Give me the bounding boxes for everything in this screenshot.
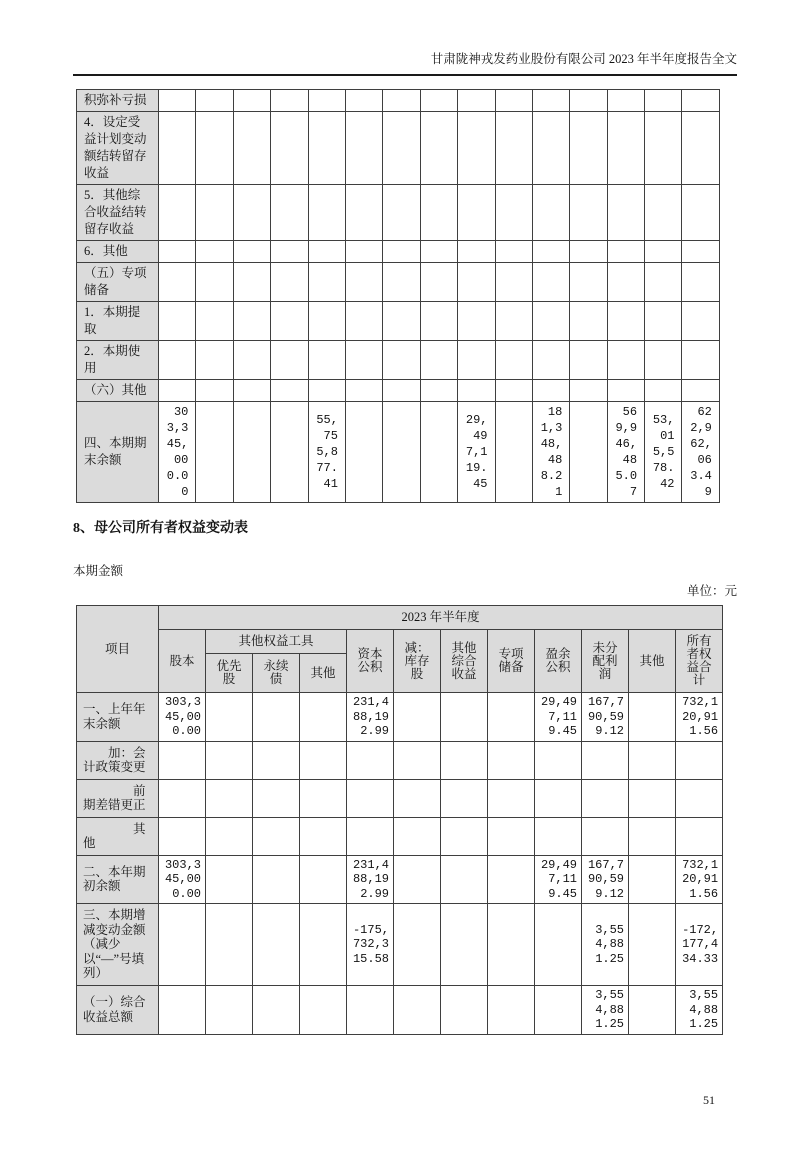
header-share-capital: 股本	[159, 630, 206, 693]
value-cell	[308, 90, 345, 112]
row-label: 四、本期期末余额	[77, 402, 159, 503]
value-cell	[253, 904, 300, 986]
value-cell	[345, 263, 382, 302]
value-cell	[394, 741, 441, 779]
value-cell	[607, 302, 644, 341]
value-cell	[488, 855, 535, 904]
value-cell	[488, 779, 535, 817]
header-total-owners-equity: 所有者权益合计	[676, 630, 723, 693]
value-cell: 569,946,485.07	[607, 402, 644, 503]
value-cell: 303,345,000.00	[159, 855, 206, 904]
table-row	[77, 90, 720, 112]
value-cell	[676, 817, 723, 855]
value-cell	[441, 904, 488, 986]
value-cell	[345, 380, 382, 402]
value-cell	[582, 779, 629, 817]
value-cell	[383, 341, 420, 380]
table-row	[77, 402, 720, 503]
value-cell: 303,345,000.00	[159, 693, 206, 742]
value-cell	[206, 779, 253, 817]
value-cell	[607, 263, 644, 302]
table-row	[77, 380, 720, 402]
row-label: 其他	[77, 817, 159, 855]
value-cell	[420, 380, 457, 402]
parent-company-equity-table	[76, 605, 723, 1035]
table-row	[77, 185, 720, 241]
value-cell	[682, 302, 719, 341]
unit-label: 单位：元	[686, 584, 737, 598]
row-label: （六）其他	[77, 380, 159, 402]
value-cell	[629, 779, 676, 817]
value-cell	[271, 185, 308, 241]
value-cell	[159, 986, 206, 1035]
value-cell	[458, 90, 495, 112]
value-cell: 3,554,881.25	[582, 986, 629, 1035]
value-cell	[458, 341, 495, 380]
value-cell	[196, 302, 233, 341]
value-cell	[570, 112, 607, 185]
row-label: 1．本期提取	[77, 302, 159, 341]
value-cell	[300, 855, 347, 904]
value-cell	[196, 341, 233, 380]
value-cell	[535, 904, 582, 986]
value-cell	[607, 112, 644, 185]
value-cell	[488, 904, 535, 986]
value-cell	[271, 402, 308, 503]
value-cell	[532, 302, 569, 341]
value-cell: 732,120,911.56	[676, 855, 723, 904]
value-cell	[383, 185, 420, 241]
value-cell	[206, 986, 253, 1035]
row-label: 5．其他综合收益结转留存收益	[77, 185, 159, 241]
value-cell	[233, 112, 270, 185]
value-cell	[535, 741, 582, 779]
value-cell	[682, 263, 719, 302]
value-cell	[271, 112, 308, 185]
value-cell	[383, 380, 420, 402]
value-cell	[159, 779, 206, 817]
value-cell	[159, 341, 196, 380]
value-cell	[233, 185, 270, 241]
value-cell	[488, 693, 535, 742]
value-cell	[495, 402, 532, 503]
header-other-comprehensive-income: 其他综合收益	[441, 630, 488, 693]
value-cell	[206, 817, 253, 855]
value-cell	[607, 185, 644, 241]
page-number: 51	[703, 1093, 715, 1107]
value-cell	[233, 90, 270, 112]
row-label: 加：会计政策变更	[77, 741, 159, 779]
row-label: 前期差错更正	[77, 779, 159, 817]
value-cell	[347, 986, 394, 1035]
value-cell	[300, 693, 347, 742]
table-row	[77, 341, 720, 380]
value-cell	[394, 986, 441, 1035]
table-row	[77, 263, 720, 302]
value-cell	[196, 90, 233, 112]
value-cell	[532, 241, 569, 263]
value-cell	[682, 341, 719, 380]
value-cell	[570, 380, 607, 402]
value-cell	[308, 380, 345, 402]
value-cell	[383, 402, 420, 503]
value-cell	[159, 263, 196, 302]
value-cell	[159, 90, 196, 112]
value-cell	[300, 904, 347, 986]
value-cell	[271, 341, 308, 380]
value-cell	[645, 90, 682, 112]
value-cell	[345, 402, 382, 503]
value-cell: 231,488,192.99	[347, 693, 394, 742]
value-cell	[495, 112, 532, 185]
value-cell: 55,755,877.41	[308, 402, 345, 503]
header-special-reserve: 专项储备	[488, 630, 535, 693]
value-cell	[420, 90, 457, 112]
value-cell	[441, 817, 488, 855]
table-row	[77, 241, 720, 263]
value-cell	[607, 341, 644, 380]
row-label: 二、本年期初余额	[77, 855, 159, 904]
table-row	[77, 855, 723, 904]
table-row	[77, 693, 723, 742]
value-cell	[535, 817, 582, 855]
value-cell	[645, 302, 682, 341]
value-cell	[488, 817, 535, 855]
value-cell	[196, 185, 233, 241]
header-period: 2023 年半年度	[159, 606, 723, 630]
value-cell	[345, 341, 382, 380]
table-row	[77, 112, 720, 185]
consolidated-equity-table-continued	[76, 89, 720, 503]
value-cell	[495, 241, 532, 263]
value-cell	[196, 263, 233, 302]
value-cell	[532, 90, 569, 112]
value-cell	[394, 779, 441, 817]
value-cell	[308, 263, 345, 302]
value-cell	[488, 741, 535, 779]
value-cell	[441, 741, 488, 779]
value-cell	[570, 302, 607, 341]
value-cell	[300, 986, 347, 1035]
value-cell	[420, 112, 457, 185]
value-cell	[253, 741, 300, 779]
value-cell	[394, 855, 441, 904]
value-cell	[535, 986, 582, 1035]
table-row	[77, 302, 720, 341]
value-cell	[458, 241, 495, 263]
value-cell	[495, 380, 532, 402]
value-cell	[253, 817, 300, 855]
value-cell	[383, 241, 420, 263]
value-cell	[300, 779, 347, 817]
row-label: 4．设定受益计划变动额结转留存收益	[77, 112, 159, 185]
value-cell	[308, 302, 345, 341]
value-cell	[308, 341, 345, 380]
value-cell: -172,177,434.33	[676, 904, 723, 986]
value-cell	[206, 741, 253, 779]
value-cell	[645, 380, 682, 402]
value-cell	[420, 241, 457, 263]
row-label: 积弥补亏损	[77, 90, 159, 112]
value-cell	[196, 112, 233, 185]
header-preferred-shares: 优先股	[206, 654, 253, 693]
value-cell: 53,015,578.42	[645, 402, 682, 503]
value-cell	[345, 241, 382, 263]
value-cell: 29,497,119.45	[535, 855, 582, 904]
value-cell	[532, 263, 569, 302]
report-page	[0, 52, 793, 1174]
header-less-treasury-shares: 减：库存股	[394, 630, 441, 693]
value-cell	[271, 380, 308, 402]
value-cell	[206, 693, 253, 742]
value-cell	[458, 185, 495, 241]
value-cell	[206, 855, 253, 904]
value-cell	[629, 693, 676, 742]
value-cell	[582, 817, 629, 855]
value-cell	[300, 817, 347, 855]
value-cell	[233, 302, 270, 341]
value-cell	[271, 90, 308, 112]
value-cell	[532, 112, 569, 185]
value-cell	[253, 693, 300, 742]
value-cell	[607, 380, 644, 402]
value-cell	[458, 380, 495, 402]
value-cell	[570, 263, 607, 302]
value-cell	[682, 380, 719, 402]
value-cell: 622,962,063.49	[682, 402, 719, 503]
row-label: 6．其他	[77, 241, 159, 263]
header-other: 其他	[629, 630, 676, 693]
value-cell: 732,120,911.56	[676, 693, 723, 742]
value-cell	[495, 302, 532, 341]
period-label: 本期金额	[73, 564, 124, 578]
value-cell	[645, 241, 682, 263]
value-cell	[495, 185, 532, 241]
header-perpetual-bonds: 永续债	[253, 654, 300, 693]
value-cell	[629, 817, 676, 855]
value-cell: 3,554,881.25	[582, 904, 629, 986]
value-cell	[206, 904, 253, 986]
value-cell	[532, 380, 569, 402]
row-label: （五）专项储备	[77, 263, 159, 302]
header-item: 项目	[77, 606, 159, 693]
value-cell	[345, 302, 382, 341]
value-cell	[420, 341, 457, 380]
value-cell	[308, 241, 345, 263]
value-cell	[159, 185, 196, 241]
value-cell	[196, 402, 233, 503]
value-cell	[532, 185, 569, 241]
table-row	[77, 779, 723, 817]
value-cell	[570, 185, 607, 241]
value-cell	[253, 986, 300, 1035]
value-cell	[682, 112, 719, 185]
value-cell	[645, 185, 682, 241]
value-cell: 29,497,119.45	[458, 402, 495, 503]
value-cell	[532, 341, 569, 380]
value-cell	[676, 741, 723, 779]
header-undistributed-profit: 未分配利润	[582, 630, 629, 693]
value-cell	[495, 263, 532, 302]
table-row	[77, 741, 723, 779]
value-cell	[233, 380, 270, 402]
value-cell	[308, 112, 345, 185]
table-row	[77, 904, 723, 986]
row-label: 三、本期增减变动金额（减少以“—”号填列）	[77, 904, 159, 986]
row-label: （一）综合收益总额	[77, 986, 159, 1035]
value-cell	[607, 90, 644, 112]
value-cell	[441, 779, 488, 817]
value-cell	[420, 185, 457, 241]
value-cell: 167,790,599.12	[582, 855, 629, 904]
value-cell: 231,488,192.99	[347, 855, 394, 904]
header-other-instruments: 其他	[300, 654, 347, 693]
value-cell	[629, 855, 676, 904]
table-header-row	[77, 630, 723, 654]
value-cell: 303,345,000.00	[159, 402, 196, 503]
value-cell	[645, 112, 682, 185]
value-cell	[607, 241, 644, 263]
value-cell	[347, 779, 394, 817]
value-cell	[196, 380, 233, 402]
value-cell	[300, 741, 347, 779]
value-cell	[345, 112, 382, 185]
table-row	[77, 817, 723, 855]
value-cell	[488, 986, 535, 1035]
value-cell	[394, 817, 441, 855]
value-cell	[347, 817, 394, 855]
value-cell	[441, 986, 488, 1035]
value-cell	[682, 241, 719, 263]
value-cell	[159, 302, 196, 341]
table-row	[77, 986, 723, 1035]
value-cell	[441, 693, 488, 742]
value-cell	[629, 986, 676, 1035]
value-cell	[271, 302, 308, 341]
value-cell: 167,790,599.12	[582, 693, 629, 742]
value-cell	[535, 779, 582, 817]
value-cell	[345, 185, 382, 241]
value-cell	[420, 302, 457, 341]
page-content	[73, 52, 737, 1035]
value-cell	[383, 90, 420, 112]
value-cell	[233, 263, 270, 302]
table-header-row	[77, 606, 723, 630]
header-other-equity-instruments: 其他权益工具	[206, 630, 347, 654]
section-heading: 8、母公司所有者权益变动表	[73, 521, 248, 536]
value-cell	[458, 302, 495, 341]
value-cell	[159, 817, 206, 855]
value-cell: 29,497,119.45	[535, 693, 582, 742]
value-cell	[629, 904, 676, 986]
value-cell	[582, 741, 629, 779]
header-surplus-reserve: 盈余公积	[535, 630, 582, 693]
value-cell	[570, 241, 607, 263]
value-cell	[420, 263, 457, 302]
value-cell	[383, 112, 420, 185]
value-cell	[347, 741, 394, 779]
value-cell	[253, 855, 300, 904]
value-cell	[233, 241, 270, 263]
value-cell: 3,554,881.25	[676, 986, 723, 1035]
row-label: 2．本期使用	[77, 341, 159, 380]
value-cell: -175,732,315.58	[347, 904, 394, 986]
row-label: 一、上年年末余额	[77, 693, 159, 742]
value-cell	[458, 112, 495, 185]
value-cell	[253, 779, 300, 817]
document-header	[73, 52, 737, 76]
value-cell	[159, 112, 196, 185]
value-cell	[570, 90, 607, 112]
document-header-title: 甘肃陇神戎发药业股份有限公司 2023 年半年度报告全文	[430, 52, 737, 66]
value-cell	[394, 693, 441, 742]
value-cell	[271, 263, 308, 302]
value-cell	[441, 855, 488, 904]
value-cell	[682, 185, 719, 241]
value-cell	[233, 402, 270, 503]
value-cell	[383, 302, 420, 341]
value-cell	[159, 241, 196, 263]
value-cell	[394, 904, 441, 986]
value-cell: 181,348,488.21	[532, 402, 569, 503]
value-cell	[495, 341, 532, 380]
value-cell	[495, 90, 532, 112]
value-cell	[159, 904, 206, 986]
value-cell	[383, 263, 420, 302]
value-cell	[159, 380, 196, 402]
value-cell	[682, 90, 719, 112]
value-cell	[196, 241, 233, 263]
value-cell	[645, 263, 682, 302]
value-cell	[308, 185, 345, 241]
value-cell	[233, 341, 270, 380]
value-cell	[159, 741, 206, 779]
value-cell	[458, 263, 495, 302]
header-capital-reserve: 资本公积	[347, 630, 394, 693]
value-cell	[570, 341, 607, 380]
value-cell	[420, 402, 457, 503]
value-cell	[570, 402, 607, 503]
value-cell	[629, 741, 676, 779]
value-cell	[645, 341, 682, 380]
value-cell	[345, 90, 382, 112]
value-cell	[676, 779, 723, 817]
value-cell	[271, 241, 308, 263]
